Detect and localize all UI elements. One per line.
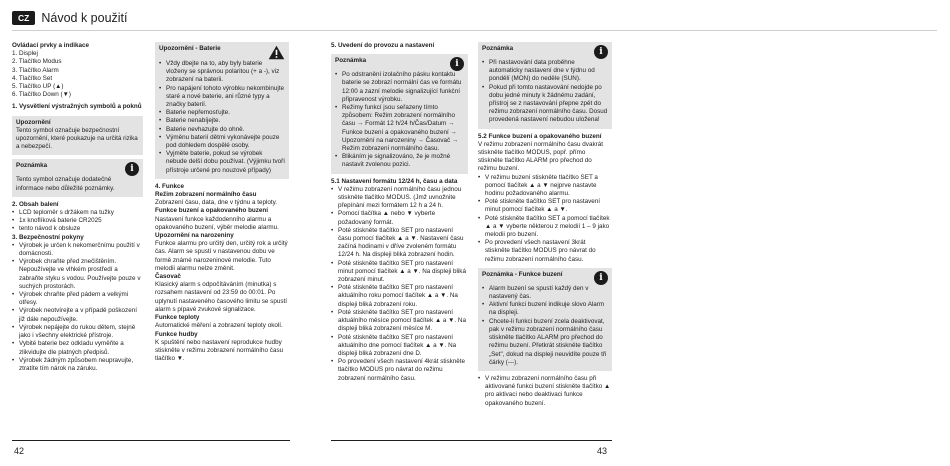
function-title: Upozornění na narozeniny [155,232,234,240]
control-item: 5. Tlačítko UP (▲) [12,83,64,91]
control-item: 2. Tlačítko Modus [12,58,62,66]
battery-warning-item: • Pro napájení tohoto výrobku nekombinujte staré a nové baterie, ani různé typy a značky baterií. [159,85,285,110]
footer-rule-right [331,440,612,441]
info-icon: i [594,271,608,285]
alarm-note-item: • Chcete-li funkci buzení zcela deaktivovat, pak v režimu zobrazení normálního času stiskněte tlačítko ALARM pro přechod do režimu buzení. Přetkrát stiskněte tlačítko „Set", dokud na displeji neuvidíte pouze tři čárky (---). [482,318,608,367]
function-title: Funkce teploty [155,314,200,322]
setup-step: • Po provedení všech nastavení 4krát stiskněte tlačítko MODUS pro návrat do režimu zobrazení normálního času. [331,358,468,383]
snooze-step: • V režimu zobrazení normálního času při aktivované funkci buzení stiskněte tlačítko ▲ pro aktivaci nebo deaktivaci funkce opakovaného buzení. [478,375,612,408]
date-note-box [478,42,612,129]
control-item: 6. Tlačítko Down (▼) [12,91,71,99]
function-text: Automatické měření a zobrazení teploty okolí. [155,322,283,330]
section-5-heading: 5. Uvedení do provozu a nastavení [331,42,435,49]
package-item: • tento návod k obsluze [12,225,143,233]
function-title: Režim zobrazení normálního času [155,191,257,199]
section-5-1-heading: 5.1 Nastavení formátu 12/24 h, času a data [331,177,458,185]
control-item: 3. Tlačítko Alarm [12,66,59,74]
safety-item: • Vybité baterie bez odkladu vyměňte a zlikvidujte dle platných předpisů. [12,340,143,356]
section-1-heading: 1. Vysvětlení výstražných symbolů a poknů [12,103,142,111]
warning-box-title: Upozornění [16,118,51,126]
alarm-intro: V režimu zobrazení normálního času dvakrát stiskněte tlačítko MODUS, popř. přímo stiskněte tlačítko ALARM pro přechod do režimu buzení. [478,140,603,173]
safety-item: • Výrobek je určen k nekomerčnímu použití v domácnosti. [12,242,143,258]
column-2 [155,42,289,363]
function-text: Zobrazení času, data, dne v týdnu a teploty. [155,199,278,207]
column-3 [331,42,468,383]
alarm-step: • Poté stiskněte tlačítko SET a pomocí tlačítek ▲ a ▼ vyberte některou z melodií 1 – 9 jako melodii pro buzení. [478,215,612,240]
battery-warning-item: • Baterie nepřemosťujte. [159,109,285,117]
warning-box-text: Tento symbol označuje bezpečnostní upozornění, které poukazuje na určitá rizika a nebezpečí. [16,126,138,151]
note-box-text: Tento symbol označuje dodatečné informace nebo důležité poznámky. [16,176,115,192]
battery-warning-box [155,42,289,179]
controls-heading: Ovládací prvky a indikace [12,42,90,49]
column-1 [12,42,143,373]
setup-step: • Poté stiskněte tlačítko SET pro nastavení času pomocí tlačítek ▲ a ▼. Nastavení času začíná hodinami v dříve zvoleném formátu 12/24 h. Na displeji bliká zobrazení hodin. [331,227,468,260]
control-item: 1. Displej [12,50,38,58]
package-item: • 1x knoflíková baterie CR2025 [12,217,143,225]
page-header [12,9,128,27]
warning-triangle-icon [268,45,285,60]
safety-item: • Výrobek chraňte před pádem a velkými otřesy. [12,291,143,307]
info-icon: i [594,45,608,59]
note-box-title: Poznámka [16,162,48,170]
safety-item: • Výrobek chraňte před znečištěním. Nepoužívejte ve vlhkém prostředí a zabraňte styku s vodou. Používejte pouze v suchých prostorách. [12,258,143,291]
function-text: Funkce alarmu pro určitý den, určitý rok a určitý čas. Alarm se spustí v nastavenou dobu ve formě známé narozeninové melodie. Tuto melodii alarmu nelze změnit. [155,240,288,272]
note-box [12,159,143,196]
section-3-heading: 3. Bezpečnostní pokyny [12,233,84,241]
setup-step: • Poté stiskněte tlačítko SET pro nastavení aktuálního dne pomocí tlačítek ▲ a ▼. Na displeji bliká zobrazení dne D. [331,334,468,359]
package-item: • LCD teploměr s držákem na tužky [12,209,143,217]
date-note-title: Poznámka [482,45,514,52]
setup-step: • Pomocí tlačítka ▲ nebo ▼ vyberte požadovaný formát. [331,210,468,226]
battery-warning-item: • Vždy dbejte na to, aby byly baterie vloženy se správnou polaritou (+ a -), viz zobrazení na baterii. [159,60,285,85]
alarm-step: • V režimu buzení stiskněte tlačítko SET a pomocí tlačítek ▲ a ▼ nejprve nastavte hodinu požadovaného alarmu. [478,174,612,199]
safety-item: • Výrobek žádným způsobem neupravujte, ztratíte tím nárok na záruku. [12,357,143,373]
language-tag: CZ [12,11,35,25]
setup-step: • Poté stiskněte tlačítko SET pro nastavení minut pomocí tlačítek ▲ a ▼. Na displeji bliká zobrazení minut. [331,260,468,285]
alarm-note-item: • Alarm buzení se spustí každý den v nastavený čas. [482,285,608,301]
date-note-item: • Při nastavování data proběhne automaticky nastavení dne v týdnu od pondělí (MON) do neděle (SUN). [482,59,608,84]
battery-warning-item: • Vyjměte baterie, pokud se výrobek nebude delší dobu používat. (Výjimku tvoří přístroje určené pro nouzové případy) [159,150,285,175]
info-icon: i [125,162,139,176]
section-5-2-heading: 5.2 Funkce buzení a opakovaného buzení [478,132,602,140]
alarm-step: • Poté stiskněte tlačítko SET pro nastavení minut pomocí tlačítek ▲ a ▼. [478,198,612,214]
setup-note-item: • Režimy funkcí jsou seřazeny tímto způsobem: Režim zobrazení normálního času → Formát 12 h/24 h/Čas/Datum → Funkce buzení a opakovaného buzení → Upozornění na narozeniny → Časovač → Režim zobrazení normálního času. [335,104,464,153]
column-4 [478,42,612,408]
alarm-note-item: • Aktivní funkci buzení indikuje slovo Alarm na displeji. [482,301,608,317]
footer-rule-left [12,440,290,441]
info-icon: i [450,57,464,71]
battery-warning-item: • Baterie nenabíjejte. [159,117,285,125]
alarm-note-box [478,268,612,371]
function-title: Funkce hudby [155,330,198,338]
safety-item: • Výrobek nepájejte do rukou dětem, stejně jako i všechny elektrické přístroje. [12,324,143,340]
battery-warning-title: Upozornění - Baterie [159,45,221,52]
function-text: K spuštění nebo nastavení reprodukce hudby stiskněte v režimu zobrazení normálního času tlačítko ▼. [155,338,284,363]
section-4-heading: 4. Funkce [155,182,185,190]
page-number-left: 42 [14,446,25,456]
title-divider [12,30,937,31]
function-title: Časovač [155,273,181,281]
setup-step: • Poté stiskněte tlačítko SET pro nastavení aktuálního roku pomocí tlačítek ▲ a ▼. Na displeji bliká zobrazení roku. [331,284,468,309]
warning-box [12,116,143,156]
alarm-note-title: Poznámka - Funkce buzení [482,270,563,278]
page-number-right: 43 [597,446,608,456]
safety-item: • Výrobek neotvírejte a v případě poškození již dále nepoužívejte. [12,307,143,323]
setup-note-item: • Po odstranění izolačního pásku kontaktu baterie se zobrazí normální čas ve formátu 12:00 a zazní melodie signalizující funkční připravenost výrobku. [335,71,464,104]
function-text: Nastavení funkce každodenního alarmu a opakovaného buzení, výběr melodie alarmu. [155,215,279,231]
setup-step: • Poté stiskněte tlačítko SET pro nastavení aktuálního měsíce pomocí tlačítek ▲ a ▼. Na displeji bliká zobrazení měsíce M. [331,309,468,334]
alarm-step: • Po provedení všech nastavení 3krát stiskněte tlačítko MODUS pro návrat do režimu zobrazení normálního času. [478,239,612,264]
setup-note-title: Poznámka [335,57,367,65]
page-title: Návod k použití [41,11,128,25]
setup-note-box [331,54,468,173]
function-title: Funkce buzení a opakovaného buzení [155,207,269,215]
battery-warning-item: • Výměnu baterií dětmi vykonávejte pouze pod dohledem dospělé osoby. [159,134,285,150]
function-text: Klasický alarm s odpočítáváním (minutka) s rozsahem nastavení od 23:59 do 00:01. Po uplynutí nastaveného časového limitu se spustí alarm s pípavé zvukové signalizace. [155,281,287,313]
setup-step: • V režimu zobrazení normálního času jednou stiskněte tlačítko MODUS. (Jmž uvnožnite přepínání mezi formátem 12 h a 24 h. [331,186,468,211]
control-item: 4. Tlačítko Set [12,74,53,82]
date-note-item: • Pokud při tomto nastavování nedojde po dobu jedné minuty k žádnému zadání, přístroj se z nastavování přepne zpět do režimu zobrazení normálního času. Dosud provedená nastavení nebudou uložena! [482,84,608,125]
section-2-heading: 2. Obsah balení [12,200,59,208]
setup-note-item: • Blikáním je signalizováno, že je možné nastavit zvolenou pozici. [335,153,464,169]
battery-warning-item: • Baterie nevhazujte do ohně. [159,126,285,134]
